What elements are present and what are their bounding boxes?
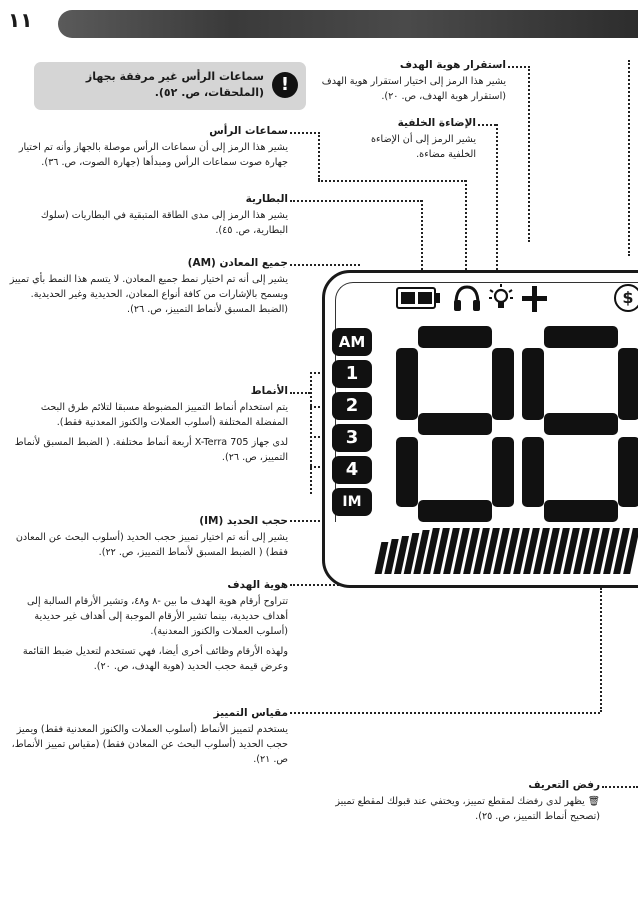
- digit-1-segment-6: [492, 437, 514, 507]
- digit-1-segment-7: [418, 500, 492, 522]
- trash-icon: 🗑: [587, 796, 600, 807]
- digit-1-segment-5: [396, 437, 418, 507]
- mode-im: IM: [332, 488, 372, 516]
- section-body: يستخدم لتمييز الأنماط (أسلوب العملات والكنوز المعدنية فقط) ويميز حجب الحديد (أسلوب البحث عن المعادن فقط) (مقياس تمييز الأنماط، ص. ٢١).: [11, 724, 288, 765]
- digit-2-segment-7: [544, 500, 618, 522]
- leader-line: [318, 180, 466, 182]
- section-title: مقياس التمييز: [213, 707, 288, 719]
- section-body: يشير هذا الرمز إلى أن سماعات الرأس موصلة بالجهاز وأنه تم اختيار جهارة صوت سماعات الرأس ومبدأها (جهارة الصوت، ص. ٣٦).: [18, 142, 288, 168]
- leader-line: [602, 786, 638, 788]
- section-body: يشير هذا الرمز إلى مدى الطاقة المتبقية في البطاريات (سلوك البطارية، ص. ٤٥).: [40, 210, 288, 236]
- exclamation-icon: !: [272, 72, 298, 98]
- leader-line: [465, 180, 467, 278]
- leader-line: [290, 712, 600, 714]
- mode-3: 3: [332, 424, 372, 452]
- section-title: الإضاءة الخلفية: [397, 117, 476, 129]
- section-battery: [6, 192, 288, 238]
- section-disc-scale: [6, 706, 288, 767]
- section-headphones: [6, 124, 288, 170]
- digit-2-segment-3: [618, 348, 638, 420]
- digit-1-segment-1: [418, 326, 492, 348]
- mode-1: 1: [332, 360, 372, 388]
- battery-icon: [396, 287, 436, 309]
- leader-line: [478, 124, 496, 126]
- leader-line: [508, 66, 530, 68]
- mode-4: 4: [332, 456, 372, 484]
- leader-line: [628, 60, 630, 256]
- section-title: استقرار هوية الهدف: [399, 59, 506, 71]
- section-body: تتراوح أرقام هوية الهدف ما بين -٨ و٤٨، وتشير الأرقام السالبة إلى أهداف حديدية، بينما تشير الأرقام الموجبة إلى أهداف غير حديدية (أسلوب العملات والكنوز المعدنية).: [27, 596, 288, 637]
- leader-line: [310, 372, 312, 494]
- section-patterns: [6, 384, 288, 465]
- headphones-icon: [452, 284, 482, 312]
- digit-2-segment-6: [618, 437, 638, 507]
- digit-1-segment-4: [418, 413, 492, 435]
- leader-line: [318, 132, 320, 180]
- leader-line: [528, 66, 530, 242]
- digit-1-segment-2: [396, 348, 418, 420]
- section-iron-mask: [6, 514, 288, 560]
- digit-2-segment-5: [522, 437, 544, 507]
- section-title: سماعات الرأس: [209, 125, 288, 137]
- header-band: [58, 10, 638, 38]
- digit-1-segment-3: [492, 348, 514, 420]
- reject-text: يظهر لدى رفضك لمقطع تمييز، ويختفي عند قبولك لمقطع تمييز (تصحيح أنماط التمييز، ص. ٢٥).: [335, 796, 600, 822]
- backlight-icon: [486, 282, 516, 314]
- leader-line: [600, 588, 602, 712]
- section-title: البطارية: [245, 193, 288, 205]
- lcd-inner-frame: [335, 282, 638, 522]
- leader-line: [290, 132, 320, 134]
- section-title: هوية الهدف: [227, 579, 288, 591]
- section-target-id: [6, 578, 288, 674]
- section-body: يتم استخدام أنماط التمييز المضبوطة مسبقا لتلائم طرق البحث المفضلة المختلفة (أسلوب العملات والكنوز المعدنية فقط).: [40, 402, 288, 428]
- section-body: يشير إلى أنه تم اختيار نمط جميع المعادن. لا يتسم هذا النمط بأي تمييز ويسمح بالإشارات من كافة أنواع المعادن، الحديدية وغير الحديدية. (الضبط المسبق لأنماط التمييز، ص. ٢٦).: [9, 274, 288, 315]
- section-body: يشير الرمز إلى أن الإضاءة الخلفية مضاءة.: [371, 134, 476, 160]
- digit-2-segment-2: [522, 348, 544, 420]
- section-body-2: ولهذه الأرقام وظائف أخرى أيضا، فهي تستخدم لتعديل ضبط القائمة وعرض قيمة حجب الحديد (هوية الهدف، ص. ٢٠).: [22, 646, 288, 672]
- section-reject: [316, 778, 600, 824]
- plus-icon-bar: [522, 296, 547, 301]
- section-body: [316, 794, 600, 824]
- section-title: حجب الحديد (IM): [199, 515, 288, 527]
- warning-text: سماعات الرأس غير مرفقة بجهاز (الملحقات، ص. ٥٢).: [85, 70, 264, 99]
- leader-line: [290, 264, 360, 266]
- coin-icon: $: [614, 284, 638, 312]
- section-body-2: لدى جهاز X-Terra 705 أربعة أنماط مختلفة. ( الضبط المسبق لأنماط التمييز، ص. ٢٦).: [14, 437, 288, 463]
- mode-2: 2: [332, 392, 372, 420]
- digit-2-segment-1: [544, 326, 618, 348]
- mode-am: AM: [332, 328, 372, 356]
- leader-line: [421, 200, 423, 278]
- leader-line: [290, 392, 310, 394]
- section-target-id-stability: [318, 58, 506, 104]
- section-body: يشير هذا الرمز إلى اختيار استقرار هوية الهدف (استقرار هوية الهدف، ص. ٢٠).: [321, 76, 506, 102]
- leader-line: [290, 200, 422, 202]
- digit-2-segment-4: [544, 413, 618, 435]
- section-title: الأنماط: [250, 385, 288, 397]
- section-all-metal: [6, 256, 288, 317]
- page-number: ١١: [8, 8, 33, 32]
- section-backlight: [368, 116, 476, 162]
- battery-terminal: [436, 293, 440, 303]
- section-body: يشير إلى أنه تم اختيار تمييز حجب الحديد (أسلوب البحث عن المعادن فقط) ( الضبط المسبق لأنماط التمييز، ص. ٢٢).: [15, 532, 288, 558]
- section-title: جميع المعادن (AM): [187, 257, 288, 269]
- headphones-warning: [34, 62, 306, 110]
- leader-line: [496, 124, 498, 278]
- section-title: رفض التعريف: [528, 779, 600, 791]
